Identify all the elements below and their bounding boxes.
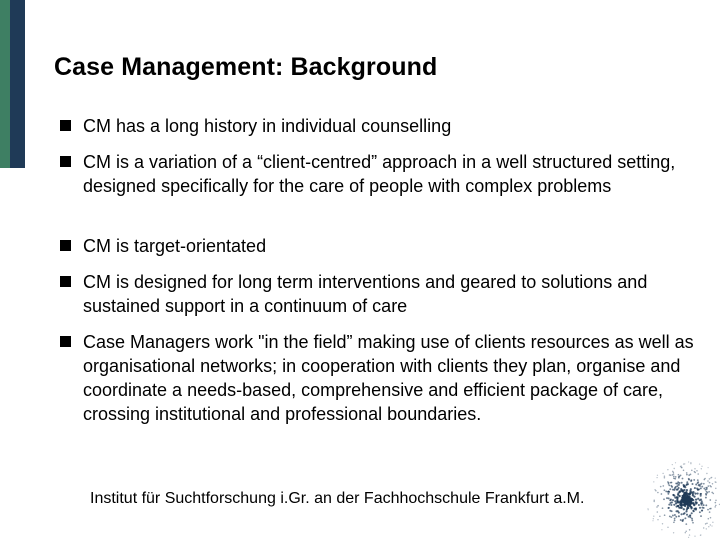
square-bullet-icon: [60, 120, 71, 131]
side-accent-bar-navy: [10, 0, 25, 168]
bullet-text: Case Managers work "in the field” making use of clients resources as well as organisational networks; in cooperation with clients they plan, organise and coordinate a needs-based, comprehensive and efficient package of care, crossing institutional and professional boundaries.: [83, 332, 694, 424]
bullet-text: CM is a variation of a “client-centred” approach in a well structured setting, designed specifically for the care of people with complex problems: [83, 152, 676, 196]
slide-footer: Institut für Suchtforschung i.Gr. an der Fachhochschule Frankfurt a.M.: [90, 490, 585, 507]
square-bullet-icon: [60, 336, 71, 347]
dotted-sphere-logo: [640, 458, 720, 540]
square-bullet-icon: [60, 240, 71, 251]
bullet-text: CM is designed for long term interventions and geared to solutions and sustained support in a continuum of care: [83, 272, 648, 316]
square-bullet-icon: [60, 156, 71, 167]
side-accent-bar-green: [0, 0, 10, 168]
bullet-text: CM has a long history in individual counselling: [83, 116, 452, 136]
square-bullet-icon: [60, 276, 71, 287]
slide-title: Case Management: Background: [54, 53, 438, 81]
bullet-text: CM is target-orientated: [83, 236, 267, 256]
